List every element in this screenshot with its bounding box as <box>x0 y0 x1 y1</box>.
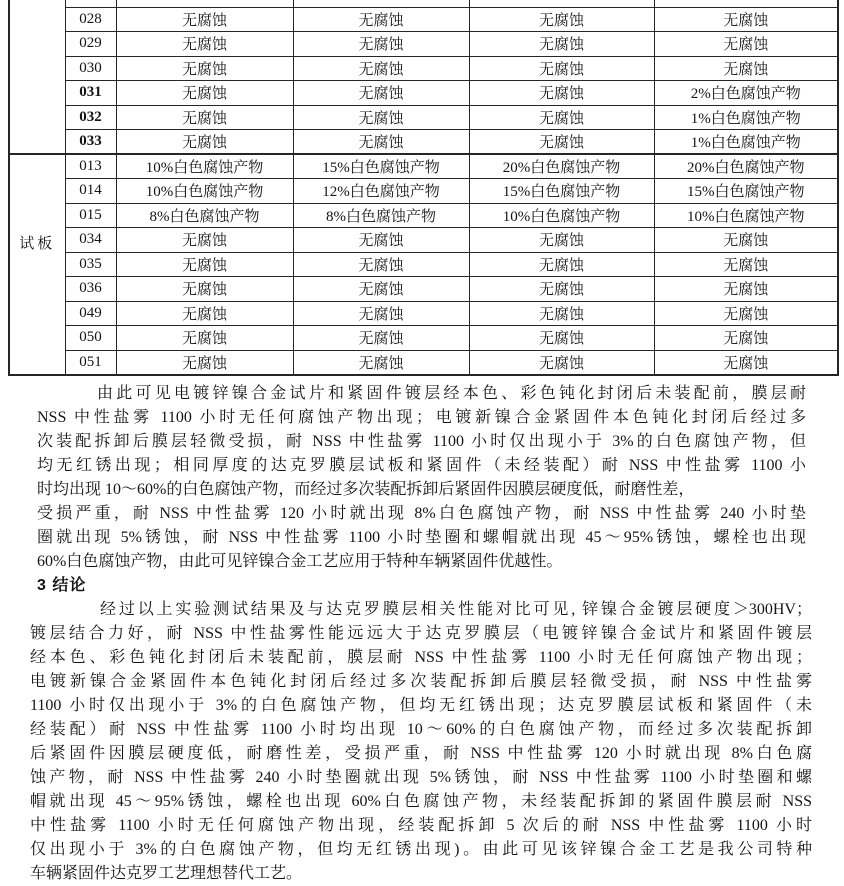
text-line: 中性盐雾 1100 小时无任何腐蚀产物出现，经装配拆卸 5 次后的耐 NSS 中性盐雾 1100 小时 <box>30 816 812 834</box>
result-cell: 12%白色腐蚀产物 <box>293 179 469 204</box>
result-cell: 无腐蚀 <box>469 350 654 375</box>
result-cell: 无腐蚀 <box>293 350 469 375</box>
result-cell <box>293 0 469 7</box>
table-row <box>9 252 838 277</box>
result-cell: 无腐蚀 <box>469 277 654 302</box>
analysis-paragraph <box>37 382 806 574</box>
table-cutoff-row <box>9 0 838 7</box>
table-row <box>9 203 838 228</box>
text-line: 经过以上实验测试结果及与达克罗膜层相关性能对比可见, 锌镍合金镀层硬度＞300HV； <box>100 600 812 618</box>
text-line: 1100 小时仅出现小于 3%的白色腐蚀产物，但均无红锈出现；达克罗膜层试板和紧固件（未 <box>30 696 812 714</box>
table-row <box>9 56 838 81</box>
table-row <box>9 277 838 302</box>
text-line: 受损严重，耐 NSS 中性盐雾 120 小时就出现 8%白色腐蚀产物，耐 NSS 中性盐雾 240 小时垫 <box>37 504 806 522</box>
result-cell: 无腐蚀 <box>654 32 838 57</box>
result-cell: 无腐蚀 <box>116 326 293 351</box>
result-cell: 无腐蚀 <box>116 277 293 302</box>
table-row <box>9 105 838 130</box>
result-cell: 无腐蚀 <box>654 350 838 375</box>
table-row <box>9 301 838 326</box>
row-id-cell: 036 <box>65 277 116 302</box>
result-cell: 无腐蚀 <box>469 326 654 351</box>
result-cell: 无腐蚀 <box>654 301 838 326</box>
result-cell: 无腐蚀 <box>116 228 293 253</box>
corrosion-results-table <box>8 0 839 376</box>
result-cell: 无腐蚀 <box>116 56 293 81</box>
result-cell: 无腐蚀 <box>469 32 654 57</box>
row-id-cell <box>65 0 116 7</box>
group-label-cell: 试板 <box>9 154 65 375</box>
table-row <box>9 81 838 106</box>
result-cell: 20%白色腐蚀产物 <box>654 154 838 179</box>
text-line: 镀层结合力好，耐 NSS 中性盐雾性能远远大于达克罗膜层（电镀锌镍合金试片和紧固件镀层 <box>30 624 812 642</box>
row-id-cell: 049 <box>65 301 116 326</box>
row-id-cell: 033 <box>65 130 116 155</box>
result-cell: 无腐蚀 <box>469 301 654 326</box>
text-line: 均无红锈出现；相同厚度的达克罗膜层试板和紧固件（未经装配）耐 NSS 中性盐雾 1100 小 <box>37 456 806 474</box>
text-line: 圈就出现 5%锈蚀，耐 NSS 中性盐雾 1100 小时垫圈和螺帽就出现 45～95%锈蚀，螺栓也出现 <box>37 528 806 546</box>
row-id-cell: 030 <box>65 56 116 81</box>
result-cell: 无腐蚀 <box>116 130 293 155</box>
result-cell: 无腐蚀 <box>293 301 469 326</box>
result-cell: 无腐蚀 <box>293 130 469 155</box>
row-id-cell: 034 <box>65 228 116 253</box>
result-cell: 无腐蚀 <box>293 56 469 81</box>
table-row <box>9 228 838 253</box>
text-line: 经装配）耐 NSS 中性盐雾 1100 小时均出现 10～60%的白色腐蚀产物，而经过多次装配拆卸 <box>30 720 812 738</box>
result-cell: 无腐蚀 <box>469 56 654 81</box>
row-id-cell: 028 <box>65 7 116 32</box>
table-row <box>9 154 838 179</box>
result-cell: 无腐蚀 <box>293 105 469 130</box>
result-cell: 10%白色腐蚀产物 <box>116 179 293 204</box>
result-cell: 无腐蚀 <box>654 7 838 32</box>
text-line: 蚀产物，耐 NSS 中性盐雾 240 小时垫圈就出现 5%锈蚀，耐 NSS 中性盐雾 1100 小时垫圈和螺 <box>30 768 812 786</box>
text-line: 由此可见电镀锌镍合金试片和紧固件镀层经本色、彩色钝化封闭后未装配前，膜层耐 <box>97 384 806 402</box>
row-id-cell: 031 <box>65 81 116 106</box>
result-cell: 无腐蚀 <box>116 252 293 277</box>
group-label-cell <box>9 0 65 154</box>
result-cell: 无腐蚀 <box>469 228 654 253</box>
result-cell: 15%白色腐蚀产物 <box>654 179 838 204</box>
result-cell: 无腐蚀 <box>293 277 469 302</box>
result-cell: 2%白色腐蚀产物 <box>654 81 838 106</box>
result-cell: 无腐蚀 <box>116 7 293 32</box>
result-cell: 10%白色腐蚀产物 <box>116 154 293 179</box>
table-row <box>9 179 838 204</box>
result-cell: 10%白色腐蚀产物 <box>469 203 654 228</box>
result-cell: 1%白色腐蚀产物 <box>654 130 838 155</box>
result-cell: 无腐蚀 <box>116 105 293 130</box>
table-row <box>9 130 838 155</box>
row-id-cell: 013 <box>65 154 116 179</box>
text-line: 时均出现 10～60%的白色腐蚀产物，而经过多次装配拆卸后紧固件因膜层硬度低，耐磨性差， <box>37 480 695 498</box>
result-cell: 无腐蚀 <box>293 81 469 106</box>
table-row <box>9 326 838 351</box>
result-cell: 无腐蚀 <box>469 105 654 130</box>
result-cell: 无腐蚀 <box>654 56 838 81</box>
text-line: 仅出现小于 3%的白色腐蚀产物，但均无红锈出现)。由此可见该锌镍合金工艺是我公司特种 <box>30 840 812 858</box>
row-id-cell: 050 <box>65 326 116 351</box>
result-cell: 无腐蚀 <box>293 228 469 253</box>
result-cell: 无腐蚀 <box>469 252 654 277</box>
result-cell: 8%白色腐蚀产物 <box>116 203 293 228</box>
text-line: 后紧固件因膜层硬度低，耐磨性差，受损严重，耐 NSS 中性盐雾 120 小时就出现 8%白色腐 <box>30 744 812 762</box>
row-id-cell: 014 <box>65 179 116 204</box>
result-cell: 1%白色腐蚀产物 <box>654 105 838 130</box>
result-cell: 无腐蚀 <box>469 7 654 32</box>
result-cell: 8%白色腐蚀产物 <box>293 203 469 228</box>
text-line: 60%白色腐蚀产物，由此可见锌镍合金工艺应用于特种车辆紧固件优越性。 <box>37 552 563 570</box>
text-line: 经本色、彩色钝化封闭后未装配前，膜层耐 NSS 中性盐雾 1100 小时无任何腐蚀产物出现； <box>30 648 812 666</box>
result-cell: 无腐蚀 <box>654 326 838 351</box>
text-line: 帽就出现 45～95%锈蚀，螺栓也出现 60%白色腐蚀产物，未经装配拆卸的紧固件膜层耐 NSS <box>30 792 812 810</box>
result-cell: 无腐蚀 <box>116 32 293 57</box>
result-cell: 10%白色腐蚀产物 <box>654 203 838 228</box>
table-row <box>9 350 838 375</box>
result-cell: 无腐蚀 <box>654 228 838 253</box>
result-cell <box>654 0 838 7</box>
result-cell: 无腐蚀 <box>293 326 469 351</box>
result-cell: 15%白色腐蚀产物 <box>469 179 654 204</box>
text-line: 次装配拆卸后膜层轻微受损，耐 NSS 中性盐雾 1100 小时仅出现小于 3%的白色腐蚀产物，但 <box>37 432 806 450</box>
row-id-cell: 051 <box>65 350 116 375</box>
result-cell <box>469 0 654 7</box>
section-heading-conclusion: 3 结论 <box>37 576 87 594</box>
result-cell: 无腐蚀 <box>469 81 654 106</box>
result-cell <box>116 0 293 7</box>
result-cell: 15%白色腐蚀产物 <box>293 154 469 179</box>
result-cell: 无腐蚀 <box>654 277 838 302</box>
corrosion-results-table-body <box>9 0 838 375</box>
result-cell: 无腐蚀 <box>116 301 293 326</box>
result-cell: 20%白色腐蚀产物 <box>469 154 654 179</box>
table-row <box>9 32 838 57</box>
result-cell: 无腐蚀 <box>116 81 293 106</box>
text-line: 电镀新镍合金紧固件本色钝化封闭后经过多次装配拆卸后膜层轻微受损，耐 NSS 中性盐雾 <box>30 672 812 690</box>
table-row <box>9 7 838 32</box>
result-cell: 无腐蚀 <box>293 7 469 32</box>
row-id-cell: 015 <box>65 203 116 228</box>
result-cell: 无腐蚀 <box>469 130 654 155</box>
text-line: 车辆紧固件达克罗工艺理想替代工艺。 <box>30 864 303 882</box>
row-id-cell: 032 <box>65 105 116 130</box>
conclusion-paragraph <box>30 598 812 886</box>
result-cell: 无腐蚀 <box>116 350 293 375</box>
result-cell: 无腐蚀 <box>654 252 838 277</box>
result-cell: 无腐蚀 <box>293 32 469 57</box>
text-line: NSS 中性盐雾 1100 小时无任何腐蚀产物出现；电镀新镍合金紧固件本色钝化封闭后经过多 <box>37 408 806 426</box>
row-id-cell: 029 <box>65 32 116 57</box>
result-cell: 无腐蚀 <box>293 252 469 277</box>
row-id-cell: 035 <box>65 252 116 277</box>
